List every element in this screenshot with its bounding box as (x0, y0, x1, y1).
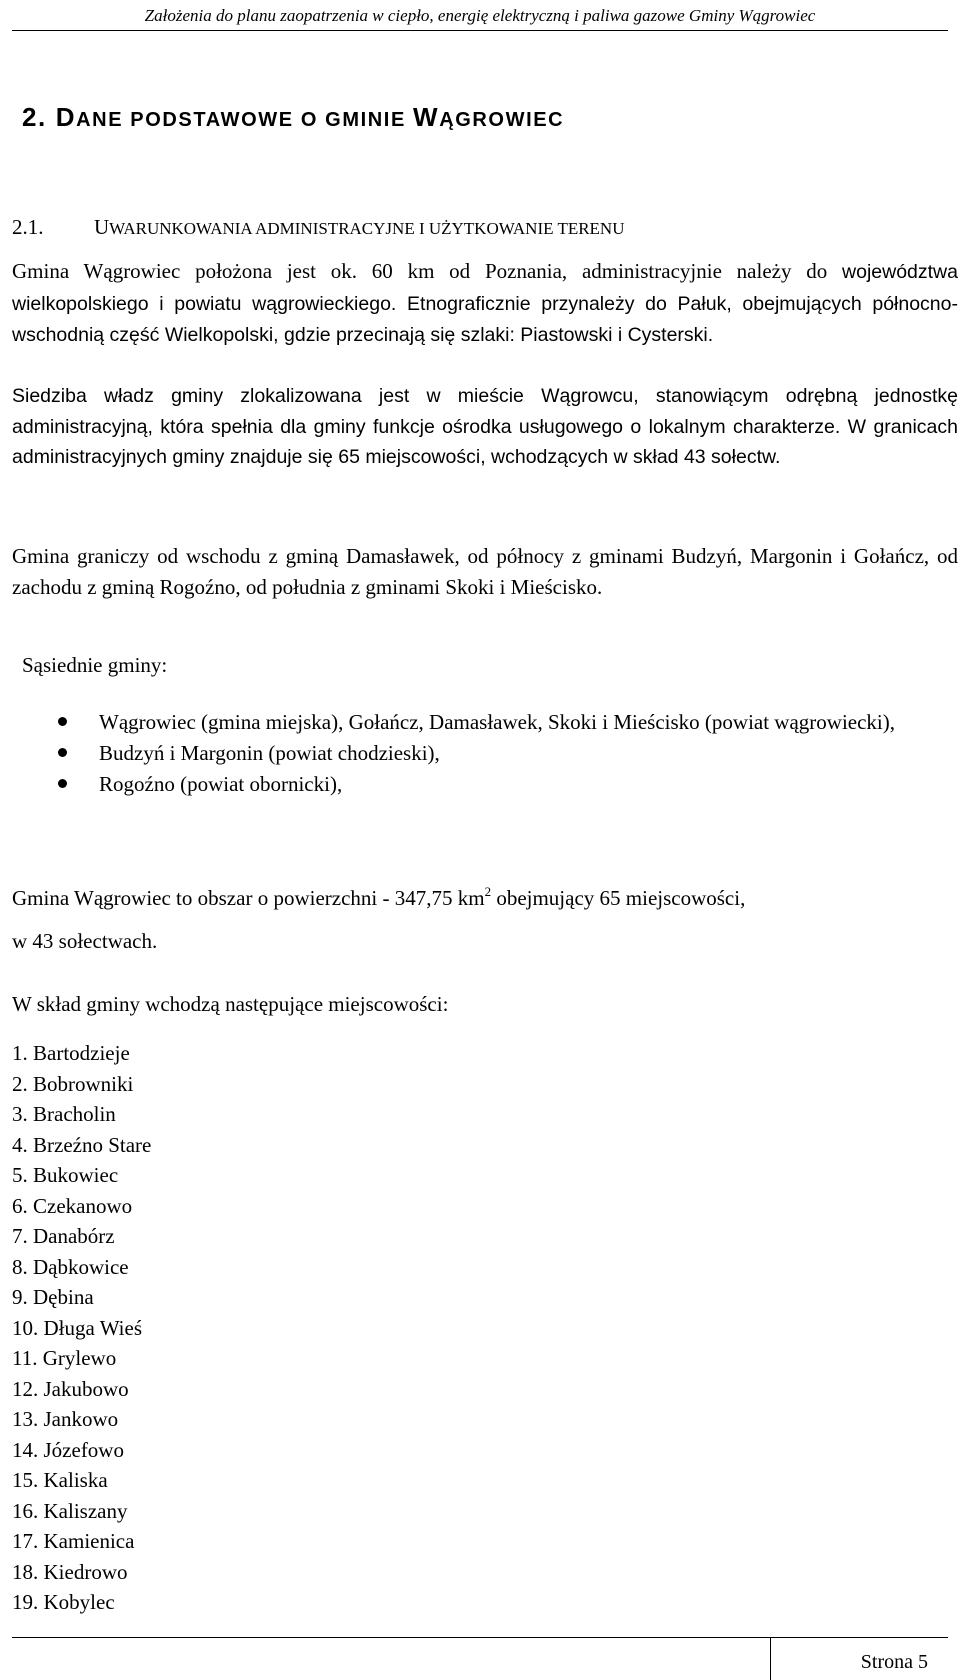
area-text-after: obejmujący 65 miejscowości, (491, 886, 746, 910)
list-item: 14. Józefowo (12, 1437, 124, 1462)
list-item: 12. Jakubowo (12, 1376, 129, 1401)
neighbors-list (0, 707, 960, 800)
subsection-title-u: U (94, 215, 110, 239)
area-statement (12, 883, 958, 914)
list-item: 8. Dąbkowice (12, 1254, 129, 1279)
subsection-heading (12, 215, 624, 240)
bullet-icon (58, 717, 67, 726)
list-item: 16. Kaliszany (12, 1498, 128, 1523)
list-item: 11. Grylewo (12, 1346, 117, 1370)
section-title-d: D (55, 102, 77, 132)
subsection-number: 2.1. (12, 215, 44, 239)
area-unit-superscript: 2 (484, 884, 492, 899)
paragraph-location (12, 256, 958, 351)
paragraph-location-sans: województwa wielkopolskiego i powiatu wągrowieckiego. Etnograficznie przynależy do Pałuk, obejmujących północno-wschodnią część Wielkopolski, gdzie przecinają się szlaki: Piastowski i Cysterski. (12, 261, 958, 346)
list-item: 17. Kamienica (12, 1529, 135, 1553)
list-item: 15. Kaliska (12, 1468, 108, 1492)
footer-separator (770, 1637, 771, 1680)
paragraph-borders: Gmina graniczy od wschodu z gminą Damasławek, od północy z gminami Budzyń, Margonin i Gołańcz, od zachodu z gminą Rogoźno, od południa z gminami Skoki i Mieścisko. (12, 544, 958, 599)
list-item: 13. Jankowo (12, 1407, 119, 1431)
subsection-title-rest: WARUNKOWANIA ADMINISTRACYJNE I UŻYTKOWANIE TERENU (109, 219, 625, 238)
area-statement-line2: w 43 sołectwach. (12, 929, 158, 953)
footer-divider (12, 1637, 948, 1638)
paragraph-location-serif: Gmina Wągrowiec położona jest ok. 60 km od Poznania, administracyjnie należy do (12, 259, 828, 283)
neighbor-text: Rogoźno (powiat obornicki), (99, 772, 343, 796)
list-item (0, 738, 960, 769)
area-text-before: Gmina Wągrowiec to obszar o powierzchni - 347,75 km (12, 886, 485, 910)
list-item: 1. Bartodzieje (12, 1041, 130, 1065)
section-number: 2. (22, 102, 47, 132)
list-item: 19. Kobylec (12, 1590, 115, 1614)
header-divider (12, 30, 948, 31)
neighbors-intro: Sąsiednie gminy: (22, 653, 168, 677)
paragraph-seat: Siedziba władz gminy zlokalizowana jest w mieście Wągrowcu, stanowiącym odrębną jednostkę administracyjną, która spełnia dla gminy funkcje ośrodka usługowego o lokalnym charakterze. W granicach administracyjnych gminy znajduje się 65 miejscowości, wchodzących w skład 43 sołectw. (12, 385, 958, 468)
section-title-w: W (413, 102, 440, 132)
list-item: 6. Czekanowo (12, 1193, 133, 1218)
list-item (0, 707, 960, 738)
list-item (0, 769, 960, 800)
neighbor-text: Budzyń i Margonin (powiat chodzieski), (99, 741, 440, 765)
list-item: 18. Kiedrowo (12, 1559, 128, 1584)
running-header: Założenia do planu zaopatrzenia w ciepło, energię elektryczną i paliwa gazowe Gminy Wągrowiec (144, 6, 816, 25)
section-title-w-rest: ĄGROWIEC (439, 109, 565, 131)
list-item: 7. Danabórz (12, 1224, 115, 1248)
localities-list (12, 1038, 151, 1618)
bullet-icon (58, 779, 67, 788)
section-heading (22, 102, 564, 133)
section-title-d-rest: ANE PODSTAWOWE O GMINIE (76, 109, 414, 131)
neighbor-text: Wągrowiec (gmina miejska), Gołańcz, Damasławek, Skoki i Mieścisko (powiat wągrowiecki), (99, 710, 896, 734)
list-item: 10. Długa Wieś (12, 1315, 142, 1340)
localities-intro: W skład gminy wchodzą następujące miejscowości: (12, 992, 449, 1016)
list-item: 4. Brzeźno Stare (12, 1132, 152, 1157)
list-item: 9. Dębina (12, 1285, 94, 1309)
list-item: 2. Bobrowniki (12, 1071, 134, 1096)
list-item: 5. Bukowiec (12, 1163, 119, 1187)
page-number: Strona 5 (860, 1651, 928, 1673)
bullet-icon (58, 748, 67, 757)
list-item: 3. Bracholin (12, 1102, 116, 1126)
